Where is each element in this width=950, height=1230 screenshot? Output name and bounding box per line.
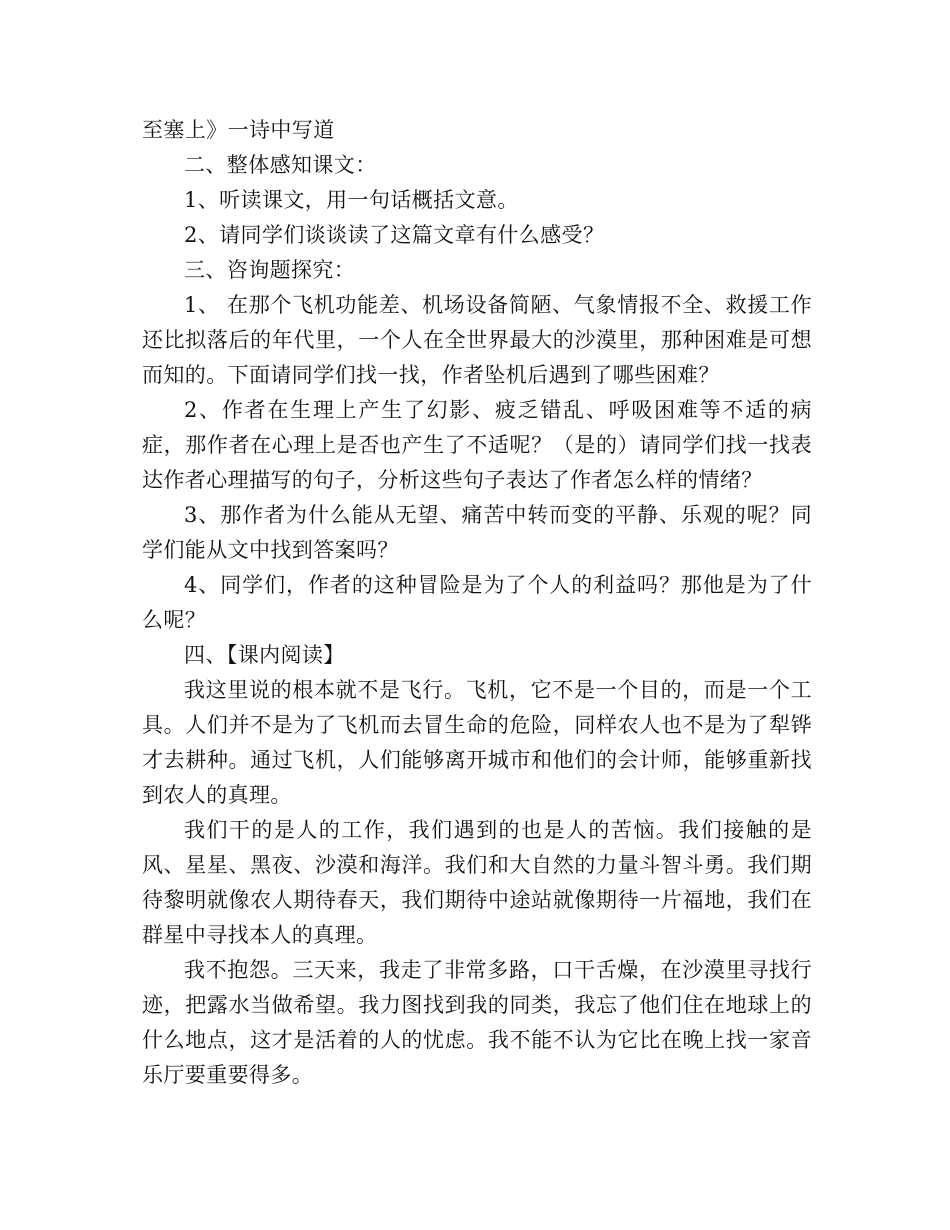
section-heading-overall-reading: 二、整体感知课文： — [184, 153, 377, 177]
section-heading-in-class-reading: 四、【课内阅读】 — [184, 643, 345, 667]
question-3: 3、那作者为什么能从无望、痛苦中转而变的平静、乐观的呢？同学们能从文中找到答案吗？ — [142, 503, 812, 562]
paragraph-continuation: 至塞上》一诗中写道 — [142, 118, 335, 142]
reading-paragraph-3: 我不抱怨。三天来，我走了非常多路，口干舌燥，在沙漠里寻找行迹，把露水当做希望。我力图找到我的同类，我忘了他们住在地球上的什么地点，这才是活着的人的忧虑。我不能不认为它比在晚上找一家音乐厅要重要得多。 — [142, 958, 812, 1087]
question-4: 4、同学们，作者的这种冒险是为了个人的利益吗？那他是为了什么呢？ — [142, 573, 812, 632]
reading-paragraph-2: 我们干的是人的工作，我们遇到的也是人的苦恼。我们接触的是风、星星、黑夜、沙漠和海洋。我们和大自然的力量斗智斗勇。我们期待黎明就像农人期待春天，我们期待中途站就像期待一片福地，我们在群星中寻找本人的真理。 — [142, 818, 812, 947]
reading-paragraph-1: 我这里说的根本就不是飞行。飞机，它不是一个目的，而是一个工具。人们并不是为了飞机而去冒生命的危险，同样农人也不是为了犁铧才去耕种。通过飞机，人们能够离开城市和他们的会计师，能够重新找到农人的真理。 — [142, 678, 812, 807]
task-item-2: 2、请同学们谈谈读了这篇文章有什么感受？ — [184, 223, 605, 247]
question-2: 2、作者在生理上产生了幻影、疲乏错乱、呼吸困难等不适的病症，那作者在心理上是否也产生了不适呢？（是的）请同学们找一找表达作者心理描写的句子，分析这些句子表达了作者怎么样的情绪？ — [142, 398, 812, 492]
question-1: 1、 在那个飞机功能差、机场设备简陋、气象情报不全、救援工作还比拟落后的年代里，一个人在全世界最大的沙漠里，那种困难是可想而知的。下面请同学们找一找，作者坠机后遇到了哪些困难？ — [142, 293, 812, 387]
document-body — [142, 113, 812, 1093]
task-item-1: 1、听读课文，用一句话概括文意。 — [184, 188, 519, 212]
section-heading-inquiry: 三、咨询题探究： — [184, 258, 356, 282]
